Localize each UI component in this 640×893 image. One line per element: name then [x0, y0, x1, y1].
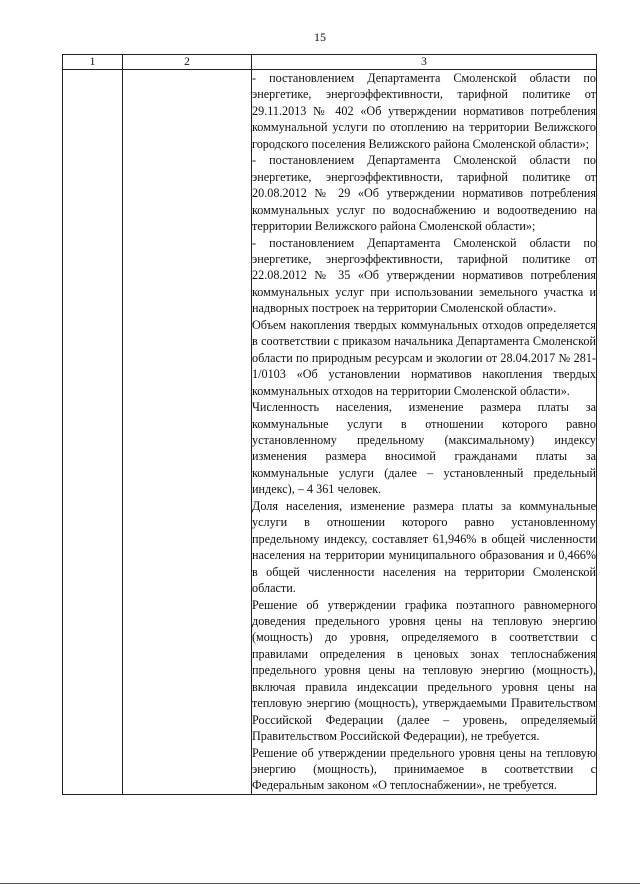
- paragraph: Решение об утверждении предельного уровня цены на тепловую энергию (мощность), принимаемое в соответствии с Федеральным законом «О теплоснабжении», не требуется.: [252, 745, 596, 793]
- paragraph: - постановлением Департамента Смоленской области по энергетике, энергоэффективности, тарифной политике от 22.08.2012 № 35 «Об утверждении нормативов потребления коммунальных услуг при использовании земельного участка и надворных построек на территории Смоленской области».: [252, 235, 596, 316]
- column-3-cell: [252, 70, 597, 795]
- column-2-cell: [123, 70, 252, 795]
- page-number: 15: [314, 30, 326, 44]
- document-table: [62, 54, 597, 795]
- column-header-1: 1: [63, 55, 123, 70]
- table-row: [63, 70, 597, 795]
- paragraph: Доля населения, изменение размера платы за коммунальные услуги в отношении которого равно установленному предельному индексу, составляет 61,946% в общей численности населения на территории муниципального образования и 0,466% в общей численности населения на территории Смоленской области.: [252, 498, 596, 596]
- paragraph: Объем накопления твердых коммунальных отходов определяется в соответствии с приказом начальника Департамента Смоленской области по природным ресурсам и экологии от 28.04.2017 № 281-1/0103 «Об установлении нормативов накопления твердых коммунальных отходов на территории Смоленской области».: [252, 317, 596, 398]
- paragraph: - постановлением Департамента Смоленской области по энергетике, энергоэффективности, тарифной политике от 20.08.2012 № 29 «Об утверждении нормативов потребления коммунальных услуг по водоснабжению и водоотведению на территории Велижского района Смоленской области»;: [252, 153, 596, 234]
- column-header-3: 3: [252, 55, 597, 70]
- column-header-2: 2: [123, 55, 252, 70]
- paragraph: Решение об утверждении графика поэтапного равномерного доведения предельного уровня цены на тепловую энергию (мощность) до уровня, определяемого в соответствии с правилами определения в ценовых зонах теплоснабжения предельного уровня цены на тепловую энергию (мощность), включая правила индексации предельного уровня цены на тепловую энергию (мощность), утверждаемыми Правительством Российской Федерации (далее – уровень, определяемый Правительством Российской Федерации), не требуется.: [252, 597, 596, 744]
- paragraph: - постановлением Департамента Смоленской области по энергетике, энергоэффективности, тарифной политике от 29.11.2013 № 402 «Об утверждении нормативов потребления коммунальной услуги по отоплению на территории Велижского городского поселения Велижского района Смоленской области»;: [252, 71, 596, 151]
- table-header-row: [63, 55, 597, 70]
- bottom-divider: [0, 883, 640, 884]
- paragraph: Численность населения, изменение размера платы за коммунальные услуги в отношении которого равно установленному предельному (максимальному) индексу изменения размера вносимой гражданами платы за коммунальные услуги (далее – установленный предельный индекс), – 4 361 человек.: [252, 400, 596, 497]
- column-1-cell: [63, 70, 123, 795]
